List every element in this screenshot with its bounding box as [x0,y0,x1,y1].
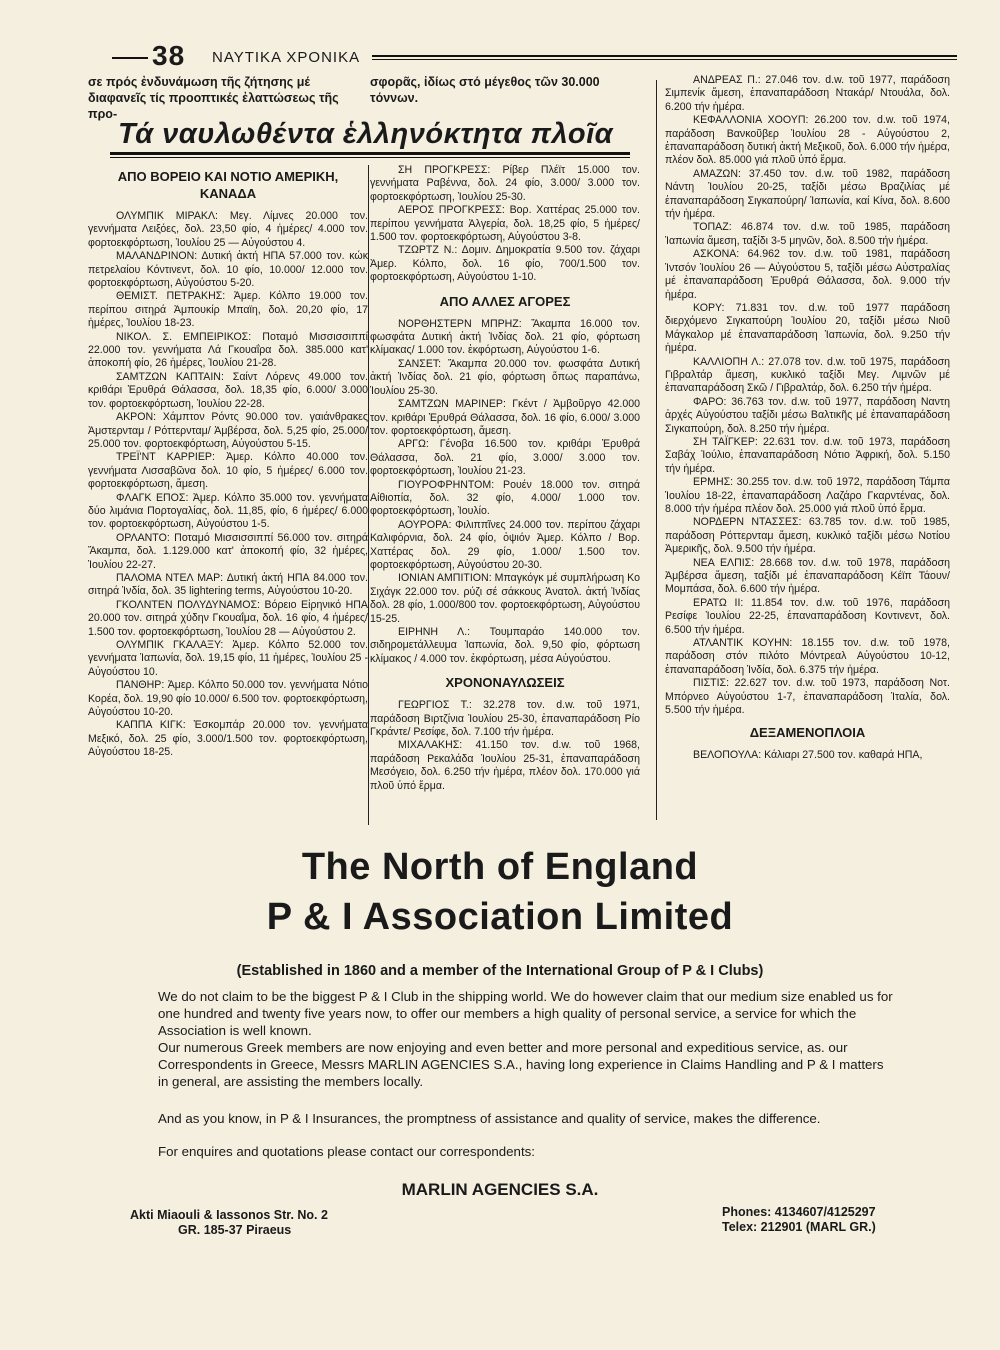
charter-entry: ΦΑΡΟ: 36.763 τον. d.w. τοῦ 1977, παράδοση Ναντη ἀρχές Αὐγούστου ταξίδι μέσω Βαλτικῆς μέ ἐπαναπαράδοση Σιγκαπούρη, δολ. 8.250 τήν ἡμέρα. [665,395,950,435]
lead-text-left: σε πρός ἐνδυνάμωση τῆς ζήτησης μέ διαφανεῖς τίς προοπτικές ἐλαττώσεως τῆς προ- [88,75,339,121]
charter-entry: ΣΑΜΤΖΩΝ ΜΑΡΙΝΕΡ: Γκέντ / Ἀμβοῦργο 42.000 τον. κριθάρι Ἐρυθρά Θάλασσα, δολ. 16 φίο, 6.000/ 3.000 τον. φορτοεκφόρτωση, ἄμεση. [370,398,640,437]
charter-entry: ΣΗ ΠΡΟΓΚΡΕΣΣ: Ρίβερ Πλέϊτ 15.000 τον. γεννήματα Ραβέννα, δολ. 24 φίο, 3.000/ 3.000 τον. φορτοεκφόρτωση, Ἰουλίου 25-30. [370,164,640,203]
charter-entry: ΠΙΣΤΙΣ: 22.627 τον. d.w. τοῦ 1973, παράδοση Νοτ. Μπόρνεο Αὐγούστου 1-7, ἐπαναπαράδοση Ἰταλία, δολ. 5.500 τήν ἡμέρα. [665,677,950,717]
section-heading-tankers: ΔΕΞΑΜΕΝΟΠΛΟΙΑ [749,724,866,740]
header-rule-right-thin [372,59,957,60]
charter-entry: ΑΝΔΡΕΑΣ Π.: 27.046 τον. d.w. τοῦ 1977, παράδοση Σιμπενίκ ἄμεση, ἐπαναπαράδοση Ντακάρ/ Ντουάλα, δολ. 6.200 τήν ἡμέρα. [665,74,950,113]
charter-entry: ΓΙΟΥΡΟΦΡΗΝΤΟΜ: Ρουέν 18.000 τον. σιτηρά Αἰθιοπία, δολ. 32 φίο, 4.000/ 1.000 τον. φορτοεκφόρτωση, Ἰουλίο. [370,478,640,518]
charter-entry: ΜΑΛΑΝΔΡΙΝΟΝ: Δυτική ἀκτή ΗΠΑ 57.000 τον. κώκ πετρελαίου Κόντινεντ, δολ. 10 φίο, 10.000/ 12.000 τον. φορτοεκφόρτωση, Αὐγούστου 5-20. [88,250,368,290]
telex: Telex: 212901 (MARL GR.) [722,1220,876,1234]
charter-entry: ΑΣΚΟΝΑ: 64.962 τον. d.w. τοῦ 1981, παράδοση Ἰντσόν Ἰουλίου 26 — Αὐγούστου 5, ταξίδι μέσω Αὐστραλίας μέ ἐπαναπαράδοση Ἐρυθρά Θάλασσα, δολ. 9.000 τήν ἡμέρα. [665,248,950,301]
section-heading-america: ΑΠΟ ΒΟΡΕΙΟ ΚΑΙ ΝΟΤΙΟ ΑΜΕΡΙΚΗ, ΚΑΝΑΔΑ [117,169,339,201]
column-3 [665,74,950,762]
address-line-1: Akti Miaouli & Iassonos Str. No. 2 [130,1208,328,1222]
charter-entry: ΣΑΝΣΕΤ: Ἄκαμπα 20.000 τον. φωσφάτα Δυτική ἀκτή Ἰνδίας δολ. 21 φίο, φόρτωση ὅπως παραπάνω, Ἰουλίου 25-30. [370,357,640,397]
advert-paragraph: And as you know, in P & I Insurances, the promptness of assistance and quality of service, makes the difference. [158,1111,821,1126]
advert-agent-name: MARLIN AGENCIES S.A. [401,1180,599,1199]
charter-entry: ΣΑΜΤΖΩΝ ΚΑΠΤΑΙΝ: Σαίντ Λόρενς 49.000 τον. κριθάρι Ἐρυθρά Θάλασσα, δολ. 18,35 φίο, 6.000/ 3.000 τον. φορτοεκφόρτωση, Ἰουλίου 22-28. [88,370,368,410]
charter-entry: ΠΑΝΘΗΡ: Ἀμερ. Κόλπο 50.000 τον. γεννήματα Νότιο Κορέα, δολ. 19,90 φίο 10.000/ 6.500 τον. φορτοεκφόρτωση, Αὐγούστου 10-20. [88,679,368,719]
charter-entry: ΑΕΡΟΣ ΠΡΟΓΚΡΕΣΣ: Βορ. Χαττέρας 25.000 τον. περίπου γεννήματα Ἀλγερία, δολ. 18,25 φίο, 5 ἡμέρες/ 1.500 τον. φορτοεκφόρτωση, Αὐγούστου 3-8. [370,204,640,244]
headline-rule-thin [110,157,630,158]
advert-paragraph: We do not claim to be the biggest P & I Club in the shipping world. We do however claim that our medium size enabled us for one hundred and twenty five years now, to offer our members a high quality of personal service, a service for which the Association is well known. [158,989,893,1038]
charter-entry: ΚΑΛΛΙΟΠΗ Λ.: 27.078 τον. d.w. τοῦ 1975, παράδοση Γιβραλτάρ ἄμεση, κυκλικό ταξίδι Μεγ. Λιμνῶν μέ ἐπαναπαράδοση Σκῶ / Γιβραλτάρ, δολ. 6.250 τήν ἡμέρα. [665,355,950,395]
charter-entry: ΑΤΛΑΝΤΙΚ ΚΟΥΗΝ: 18.155 τον. d.w. τοῦ 1978, παράδοση στόν πιλότο Μόντρεαλ Αὐγούστου 10-12, ἐπαναπαράδοση Ἰνδία, δολ. 6.375 τήν ἡμέρα. [665,637,950,676]
column-2-list [370,164,640,793]
charter-entry: ΑΜΑΖΩΝ: 37.450 τον. d.w. τοῦ 1982, παράδοση Νάντη Ἰουλίου 20-25, ταξίδι μέσω Βραζιλίας μέ ἐπαναπαράδοση Σιγκαπούρη/ Ἰαπωνία, καί Κίνα, δολ. 8.600 τήν ἡμέρα. [665,167,950,221]
section-heading-timecharter: ΧΡΟΝΟΝΑΥΛΩΣΕΙΣ [445,675,565,691]
address-line-2: GR. 185-37 Piraeus [178,1223,292,1237]
charter-entry: ΝΟΡΘΗΣΤΕΡΝ ΜΠΡΗΖ: Ἄκαμπα 16.000 τον. φωσφάτα Δυτική ἀκτή Ἰνδίας δολ. 21 φίο, φόρτωση κλίμακας/ 1.000 τον. ἐκφόρτωση, Αὐγούστου 1-6. [370,317,640,357]
advert-title-line-1: The North of England [301,846,699,888]
charter-entry: ΕΡΜΗΣ: 30.255 τον. d.w. τοῦ 1972, παράδοση Τάμπα Ἰουλίου 18-22, ἐπαναπαράδοση Λαζάρο Γκαρντένας, δολ. 8.000 τήν ἡμέρα πλέον δολ. 25.000 γιά πλοῦ ὑπό ἔρμα. [665,476,950,515]
headline-rule [110,152,630,155]
charter-entry: ΕΡΑΤΩ ΙΙ: 11.854 τον. d.w. τοῦ 1976, παράδοση Ρεσίφε Ἰουλίου 22-25, ἐπαναπαράδοση Κοντινεντ, δολ. 6.500 τήν ἡμέρα. [665,596,950,636]
charter-entry: ΤΖΩΡΤΖ Ν.: Δομιν. Δημοκρατία 9.500 τον. ζάχαρι Ἀμερ. Κόλπο, δολ. 16 φίο, 700/1.500 τον. φορτοεκφόρτωση, Αὐγούστου 1-10. [370,244,640,284]
advert-body [158,988,893,1160]
america-section [88,164,368,760]
charter-entry: ΑΟΥΡΟΡΑ: Φιλιππῖνες 24.000 τον. περίπου ζάχαρι Καλιφόρνια, δολ. 24 φίο, ὀψιόν Ἀμερ. Κόλπο / Βορ. Χαττέρας δολ. 29 φίο, 1.000/ 1.500 τον. φορτοεκφόρτωση, Αὐγούστου 20-30. [370,518,640,571]
charter-entry: ΜΙΧΑΛΑΚΗΣ: 41.150 τον. d.w. τοῦ 1968, παράδοση Ρεκαλάδα Ἰουλίου 25-31, ἐπαναπαράδοση Μεσόγειο, δολ. 6.250 τήν ἡμέρα, πλέον δολ. 170.000 γιά πλοῦ ὑπό ἔρμα. [370,739,640,792]
charter-entry: ΚΕΦΑΛΛΟΝΙΑ ΧΟΟΥΠ: 26.200 τον. d.w. τοῦ 1974, παράδοση Βανκοῦβερ Ἰουλίου 28 - Αὐγούστου 2, ἐπαναπαράδοση δυτική ἀκτή Μεξικοῦ, δολ. 6.000 τήν ἡμέρα, πλέον δολ. 85.000 γιά πλοῦ ὑπό ἔρμα. [665,114,950,167]
charter-entry: ΓΚΟΛΝΤΕΝ ΠΟΛΥΔΥΝΑΜΟΣ: Βόρειο Εἰρηνικό ΗΠΑ 20.000 τον. σιτηρά χύδην Γκουαΐμα, δολ. 16 φίο, 4 ἡμέρες/ 1.500 τον. φορτοεκφόρτωση, Ἰουλίου 28 — Αὐγούστου 2. [88,598,368,638]
charter-entry: ΟΛΥΜΠΙΚ ΓΚΑΛΑΞΥ: Ἀμερ. Κόλπο 52.000 τον. γεννήματα Ἰαπωνία, δολ. 19,15 φίο, 11 ἡμέρες, Ἰουλίου 25 - Αὐγούστου 10. [88,639,368,678]
lead-text-right: σφορᾶς, ἰδίως στό μέγεθος τῶν 30.000 τόννων. [370,75,600,105]
phones: Phones: 4134607/4125297 [722,1205,876,1219]
advert-paragraph: For enquires and quotations please contact our correspondents: [158,1144,535,1159]
header-rule-right [372,55,957,57]
advert-address [130,1208,328,1238]
charter-entry: ΑΚΡΟΝ: Χάμπτον Ρόντς 90.000 τον. γαιάνθρακες Ἀμστερνταμ / Ρόττερνταμ/ Ἀμβέρσα, δολ. 5,25 φίο, 25.000/ 25.000 τον. φορτοεκφόρτωση, Αὐγούστου 5-15. [88,411,368,450]
header-rule-left [112,57,148,59]
advert-contact [722,1205,876,1235]
column-divider [656,80,657,820]
magazine-name: ΝΑΥΤΙΚΑ ΧΡΟΝΙΚΑ [212,49,361,66]
section-heading-other: ΑΠΟ ΑΛΛΕΣ ΑΓΟΡΕΣ [439,293,571,309]
charter-entry: ΟΛΥΜΠΙΚ ΜΙΡΑΚΛ: Μεγ. Λίμνες 20.000 τον. γεννήματα Λειξόες, δολ. 23,50 φίο, 4 ἡμέρες/ 4.000 τον. φορτοεκφόρτωση, Ἰουλίου 25 — Αὐγούστου 4. [88,210,368,249]
charter-entry: ΣΗ ΤΑΪΓΚΕΡ: 22.631 τον. d.w. τοῦ 1973, παράδοση Σαβάχ Ἰούλιο, ἐπαναπαράδοση Νότιο Ἀφρική, δολ. 5.150 τήν ἡμέρα. [665,435,950,475]
advert-paragraph: Our numerous Greek members are now enjoying and even better and more personal and expeditious service, as. our Correspondents in Greece, Messrs MARLIN AGENCIES S.A., having long experience in Claims Handling and P & I matters in general, are assisting the members locally. [158,1040,884,1089]
charter-entry: ΓΕΩΡΓΙΟΣ Τ.: 32.278 τον. d.w. τοῦ 1971, παράδοση Βιρτζίνια Ἰουλίου 25-30, ἐπαναπαράδοση Ρίο Γκράντε/ Ρεσίφε, δολ. 7.100 τήν ἡμέρα. [370,699,640,739]
charter-entry: ΚΑΠΠΑ ΚΙΓΚ: Ἐσκομπάρ 20.000 τον. γεννήματα Μεξικό, δολ. 25 φίο, 3.000/1.500 τον. φορτοεκφόρτωση, Αὐγούστου 18-25. [88,719,368,759]
charter-entry: ΝΟΡΔΕΡΝ ΝΤΑΣΣΕΣ: 63.785 τον. d.w. τοῦ 1985, παράδοση Ρόττερνταμ ἄμεση, κυκλικό ταξίδι μέσω Νοτίου Ἀμερικῆς, δολ. 9.500 τήν ἡμέρα. [665,516,950,556]
charter-entry: ΑΡΓΩ: Γένοβα 16.500 τον. κριθάρι Ἐρυθρά Θάλασσα, δολ. 21 φίο, 3.000/ 3.000 τον. φορτοεκφόρτωση, Ἰουλίου 21-23. [370,438,640,478]
article-headline: Τά ναυλωθέντα ἑλληνόκτητα πλοῖα [118,118,614,150]
charter-entry: ΘΕΜΙΣΤ. ΠΕΤΡΑΚΗΣ: Ἀμερ. Κόλπο 19.000 τον. περίπου σιτηρά Ἀμπουκίρ Μπαϊη, δολ. 20,20 φίο, 17 ἡμέρες, Ἰουλίου 18-23. [88,290,368,330]
page-number: 38 [152,40,186,71]
charter-entry: ΠΑΛΟΜΑ ΝΤΕΛ ΜΑΡ: Δυτική ἀκτή ΗΠΑ 84.000 τον. σιτηρά Ἰνδία, δολ. 35 lightering terms, Αὐγούστου 10-20. [88,571,368,598]
charter-entry: ΝΙΚΟΛ. Σ. ΕΜΠΕΙΡΙΚΟΣ: Ποταμό Μισσισσιππί 22.000 τον. γεννήματα Λά Γκουαΐρα δολ. 385.000 κατ' ἀποκοπή φίο, 26 ἡμέρες, Ἰουλίου 21-28. [88,330,368,370]
charter-entry: ΟΡΛΑΝΤΟ: Ποταμό Μισσισσιππί 56.000 τον. σιτηρά Ἄκαμπα, δολ. 1.129.000 κατ' ἀποκοπή φίο, 32 ἡμέρες, Ἰουλίου 22-27. [88,531,368,571]
advert-title-line-2: P & I Association Limited [266,896,734,938]
page-header [112,40,957,74]
column-2 [370,74,640,792]
america-entries [88,210,368,760]
charter-entry: ΝΕΑ ΕΛΠΙΣ: 28.668 τον. d.w. τοῦ 1978, παράδοση Ἀμβέρσα ἄμεση, ταξίδι μέ ἐπαναπαράδοση Κέϊπ Τάουν/ Μομπάσα, δολ. 6.600 τήν ἡμέρα. [665,556,950,596]
charter-entry: ΒΕΛΟΠΟΥΛΑ: Κάλιαρι 27.500 τον. καθαρά ΗΠΑ, [693,748,923,761]
charter-entry: ΦΛΑΓΚ ΕΠΟΣ: Ἀμερ. Κόλπο 35.000 τον. γεννήματα δύο λιμάνια Πορτογαλίας, δολ. 11,85, φίο, 6 ἡμέρες/ 6.000 τον. φορτοεκφόρτωση, Αὐγούστου 1-5. [88,491,368,531]
advert-subtitle: (Established in 1860 and a member of the International Group of P & I Clubs) [236,963,764,979]
column-divider [368,165,369,825]
charter-entry: ΙΟΝΙΑΝ ΑΜΠΙΤΙΟΝ: Μπαγκόγκ μέ συμπλήρωση Κο Σιχάγκ 22.000 τον. ρύζι σέ σάκκους Ἀνατολ. ἀκτή Ἰνδίας δολ. 28 φίο, 1.000/800 τον. φορτοεκφόρτωση, Αὐγούστου 15-25. [370,572,640,625]
charter-entry: ΤΟΠΑΖ: 46.874 τον. d.w. τοῦ 1985, παράδοση Ἰαπωνία ἄμεση, ταξίδι 3-5 μηνῶν, δολ. 8.500 τήν ἡμέρα. [665,221,950,247]
charter-entry: ΚΟΡΥ: 71.831 τον. d.w. τοῦ 1977 παράδοση διερχόμενο Σιγκαπούρη Ἰουλίου 20, ταξίδι μέσω Νιοῦ Μάγκαλορ μέ ἐπαναπαράδοση Ἰαπωνία, δολ. 9.250 τήν ἡμέρα. [665,301,950,355]
charter-entry: ΕΙΡΗΝΗ Λ.: Τουμπαράο 140.000 τον. σιδηρομετάλλευμα Ἰαπωνία, δολ. 9,50 φίο, φόρτωση κλίμακος / 4.000 τον. ἐκφόρτωση, μέσα Αὐγούστου. [370,626,640,665]
charter-entry: ΤΡΕΪ'ΝΤ ΚΑΡΡΙΕΡ: Ἀμερ. Κόλπο 40.000 τον. γεννήματα Λισσαβῶνα δολ. 10 φίο, 5 ἡμέρες/ 6.000 τον. φορτοεκφόρτωση, ἄμεση. [88,451,368,491]
